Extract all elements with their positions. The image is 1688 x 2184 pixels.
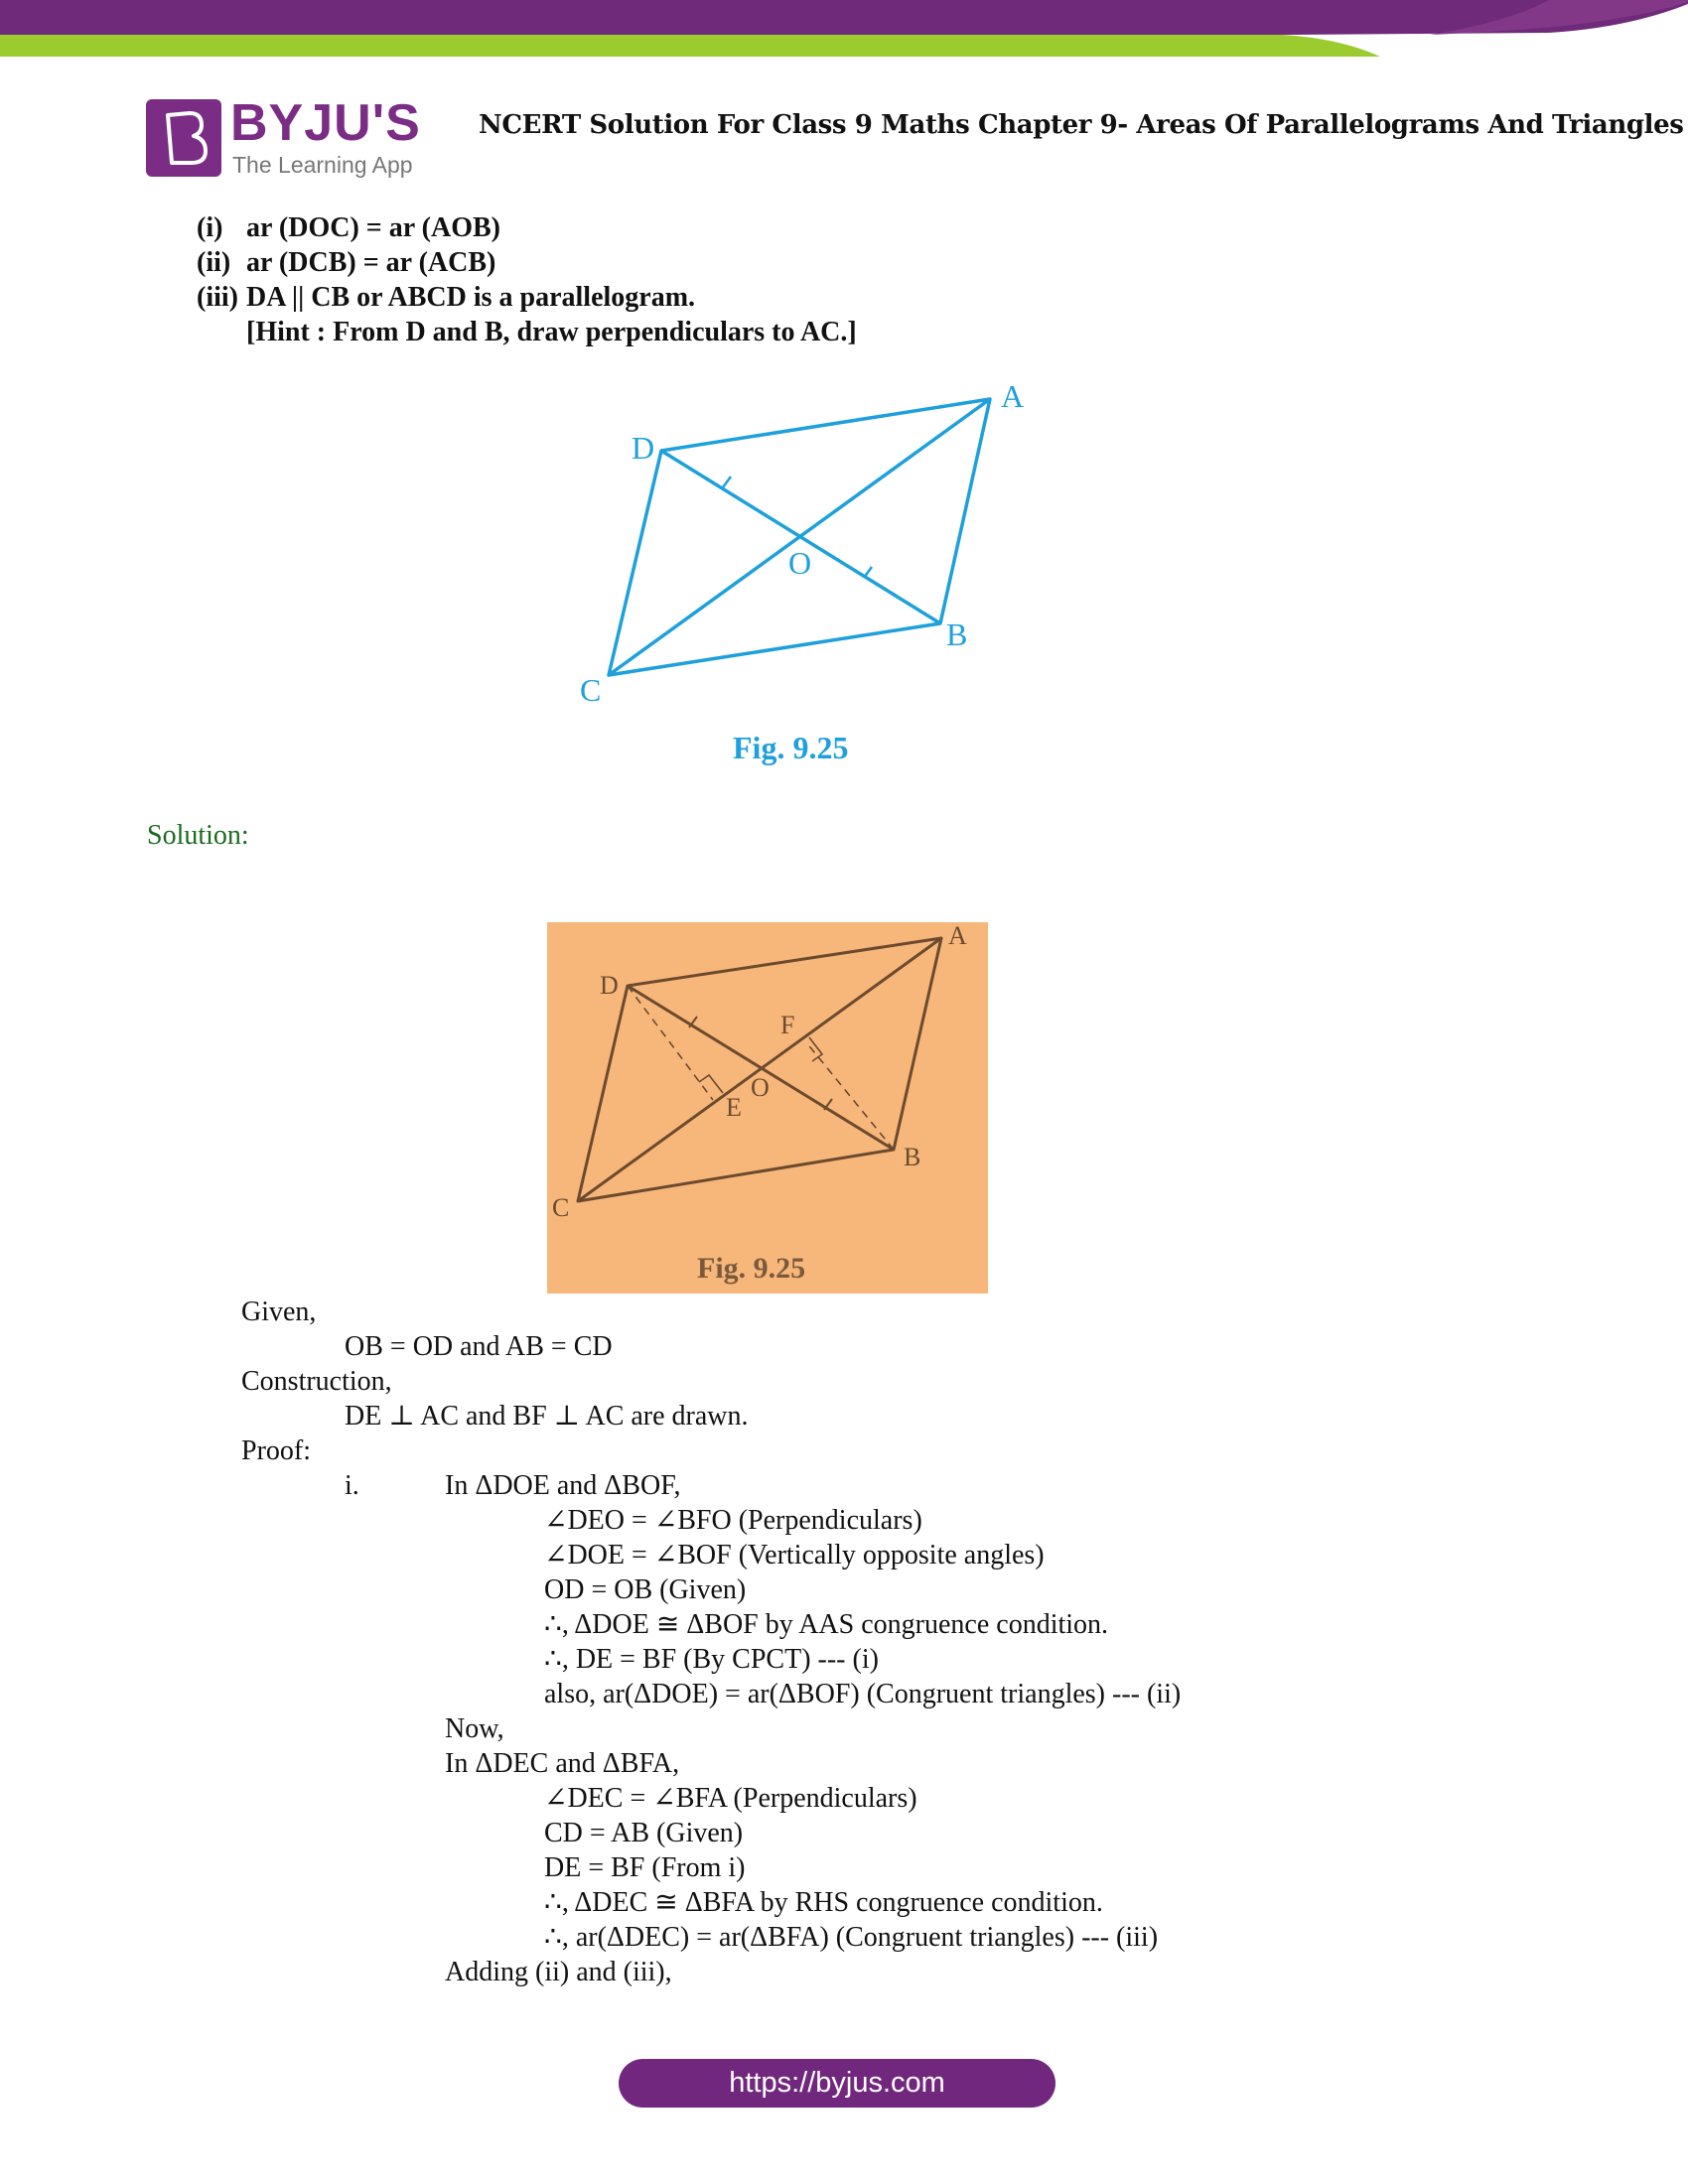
proof-line: ∴, ΔDOE ≅ ΔBOF by AAS congruence condition. bbox=[544, 1609, 1109, 1640]
vertex-label-e: E bbox=[726, 1093, 742, 1122]
header-decorative-band bbox=[0, 0, 1688, 60]
solution-heading: Solution: bbox=[147, 820, 249, 851]
brand-logo-icon bbox=[146, 99, 221, 177]
proof-line: ∴, DE = BF (By CPCT) --- (i) bbox=[544, 1644, 879, 1675]
page-title: NCERT Solution For Class 9 Maths Chapter 9- Areas Of Parallelograms And Triangles bbox=[479, 110, 1684, 140]
proof-line: ∴, ΔDEC ≅ ΔBFA by RHS congruence condition. bbox=[544, 1887, 1103, 1918]
brand-name: BYJU'S bbox=[230, 94, 421, 152]
question-item bbox=[197, 282, 695, 314]
proof-step-number: i. bbox=[345, 1470, 359, 1501]
proof-adding: Adding (ii) and (iii), bbox=[445, 1957, 672, 1987]
vertex-label-a: A bbox=[1001, 378, 1025, 414]
vertex-label-o: O bbox=[751, 1073, 770, 1102]
proof-now: Now, bbox=[445, 1713, 504, 1744]
given-heading: Given, bbox=[241, 1297, 317, 1327]
question-item-text: DA || CB or ABCD is a parallelogram. bbox=[246, 282, 696, 313]
proof-line: CD = AB (Given) bbox=[544, 1818, 744, 1848]
vertex-label-d: D bbox=[600, 971, 619, 1000]
proof-part2-intro: In ΔDEC and ΔBFA, bbox=[445, 1748, 680, 1779]
proof-line: also, ar(ΔDOE) = ar(ΔBOF) (Congruent triangles) --- (ii) bbox=[544, 1679, 1182, 1709]
proof-line: DE = BF (From i) bbox=[544, 1852, 746, 1883]
vertex-label-f: F bbox=[780, 1011, 795, 1039]
vertex-label-a: A bbox=[948, 922, 967, 950]
proof-line: ∠DEC = ∠BFA (Perpendiculars) bbox=[544, 1783, 917, 1814]
website-link-button[interactable]: https://byjus.com bbox=[619, 2059, 1055, 2108]
given-text: OB = OD and AB = CD bbox=[345, 1331, 613, 1362]
question-item-number: (i) bbox=[197, 212, 223, 243]
question-item-number: (iii) bbox=[197, 282, 238, 313]
vertex-label-c: C bbox=[580, 672, 602, 708]
proof-line: OD = OB (Given) bbox=[544, 1574, 747, 1605]
question-item-text: ar (DCB) = ar (ACB) bbox=[246, 247, 496, 278]
proof-part1-intro: In ΔDOE and ΔBOF, bbox=[445, 1470, 681, 1501]
proof-heading: Proof: bbox=[241, 1435, 311, 1466]
proof-line: ∠DOE = ∠BOF (Vertically opposite angles) bbox=[544, 1540, 1045, 1570]
question-item-text: ar (DOC) = ar (AOB) bbox=[246, 212, 500, 243]
construction-heading: Construction, bbox=[241, 1366, 392, 1397]
figure-caption: Fig. 9.25 bbox=[697, 1252, 806, 1285]
parallelogram-figure-solution bbox=[547, 922, 988, 1294]
parallelogram-figure-question bbox=[556, 367, 1053, 725]
proof-line: ∴, ar(ΔDEC) = ar(ΔBFA) (Congruent triangles) --- (iii) bbox=[544, 1922, 1159, 1953]
construction-text: DE ⊥ AC and BF ⊥ AC are drawn. bbox=[345, 1401, 749, 1432]
figure-caption: Fig. 9.25 bbox=[733, 730, 849, 765]
question-item-number: (ii) bbox=[197, 247, 231, 278]
question-hint: [Hint : From D and B, draw perpendiculars to AC.] bbox=[246, 317, 857, 347]
vertex-label-c: C bbox=[552, 1193, 570, 1222]
proof-line: ∠DEO = ∠BFO (Perpendiculars) bbox=[544, 1505, 922, 1536]
vertex-label-b: B bbox=[904, 1143, 921, 1171]
vertex-label-d: D bbox=[632, 430, 655, 466]
vertex-label-o: O bbox=[788, 545, 812, 581]
vertex-label-b: B bbox=[946, 616, 968, 652]
question-item bbox=[197, 212, 500, 244]
brand-tagline: The Learning App bbox=[232, 152, 413, 178]
question-item bbox=[197, 247, 495, 279]
